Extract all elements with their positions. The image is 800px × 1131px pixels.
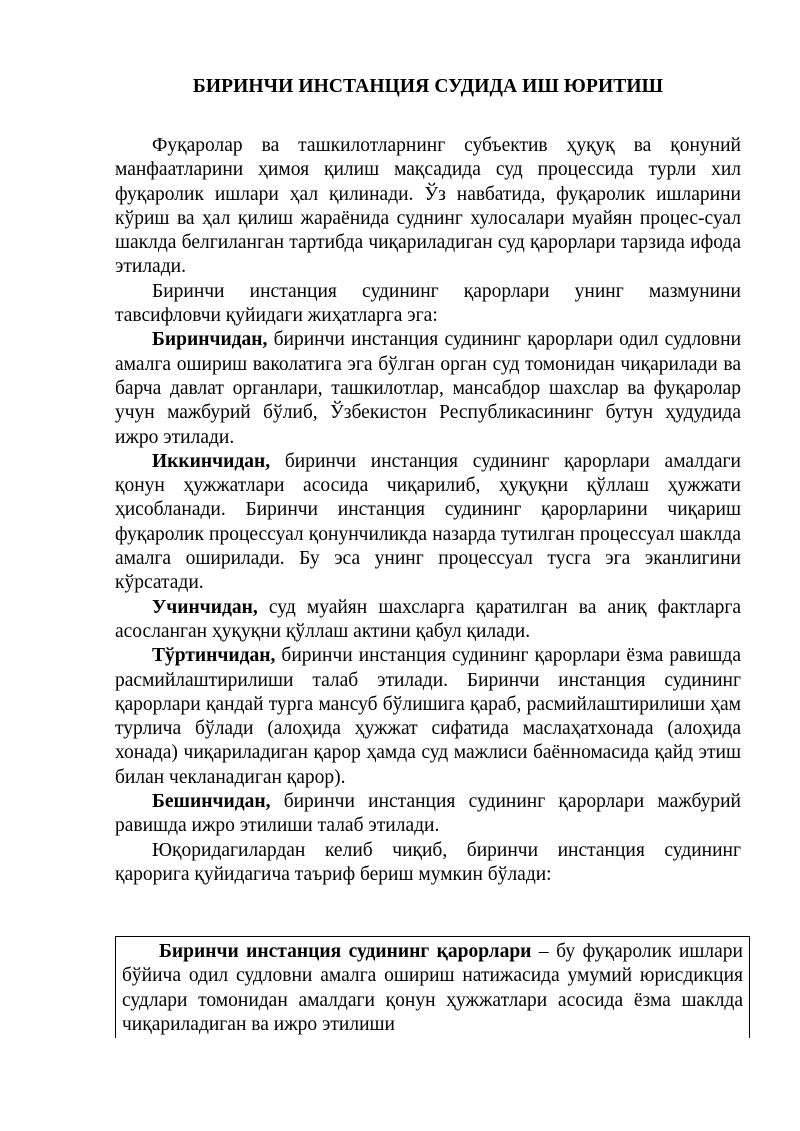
paragraph-lead: Иккинчидан, xyxy=(152,450,271,472)
paragraph-lead: Тўртинчидан, xyxy=(152,645,276,667)
paragraph-conclusion xyxy=(115,839,741,888)
paragraph-text: суд муайян шахсларга қаратилган ва аниқ фактларга асосланган ҳуқуқни қўллаш актини қабул қилади. xyxy=(115,596,741,642)
paragraph-second xyxy=(115,450,741,596)
paragraph-text: Биринчи инстанция судининг қарорлари унинг мазмунини тавсифловчи қуйидаги жиҳатларга эга: xyxy=(115,280,741,327)
paragraph-text: Юқоридагилардан келиб чиқиб, биринчи инстанция судининг қарорига қуйидагича таъриф бериш мумкин бўлади: xyxy=(115,839,741,885)
paragraph-text: биринчи инстанция судининг қарорлари амалдаги қонун ҳужжатлари асосида чиқарилиб, ҳуқуқни қўллаш ҳужжати ҳисобланади. Биринчи инстанция судининг қарорларини чиқариш фуқаролик процессуал қонунчиликда назарда тутилган процессуал шаклда амалга оширилади. Бу эса унинг процессуал тусга эга эканлигини кўрсатади. xyxy=(115,450,741,594)
document-body xyxy=(115,134,741,887)
paragraph-text: биринчи инстанция судининг қарорлари мажбурий равишда ижро этилиши талаб этилади. xyxy=(115,791,741,837)
paragraph-fourth xyxy=(115,644,741,790)
paragraph-text: Фуқаролар ва ташкилотларнинг субъектив ҳуқуқ ва қонуний манфаатларини ҳимоя қилиш мақсадида суд процессида турли хил фуқаролик ишлари ҳал қилинади. Ўз навбатида, фуқаролик ишларини кўриш ва ҳал қилиш жараёнида суднинг хулосалари муайян процес-суал шаклда белгиланган тартибда чиқариладиган суд қарорлари тарзида ифода этилади. xyxy=(115,135,741,278)
paragraph-text: биринчи инстанция судининг қарорлари ёзма равишда расмийлаштирилиши талаб этилади. Биринчи инстанция судининг қарорлари қандай турга мансуб бўлишига қараб, расмийлаштирилиши ҳам турлича бўлади (алоҳида ҳужжат сифатида маслаҳатхонада (алоҳида хонада) чиқариладиган қарор ҳамда суд мажлиси баённомасида қайд этиш билан чекланадиган қарор). xyxy=(115,645,741,788)
paragraph-aspects xyxy=(115,280,741,329)
definition-text: – бу фуқаролик ишлари бўйича одил судловни амалга ошириш натижасида умумий юрисдикция судлари томонидан амалдаги қонун ҳужжатлари асосида ёзма шаклда чиқариладиган ва ижро этилиши xyxy=(122,941,743,1035)
document-title: БИРИНЧИ ИНСТАНЦИЯ СУДИДА ИШ ЮРИТИШ xyxy=(192,76,664,97)
paragraph-third xyxy=(115,596,741,645)
paragraph-lead: Бешинчидан, xyxy=(152,791,271,813)
paragraph-lead: Биринчидан, xyxy=(152,329,268,351)
definition-paragraph xyxy=(122,940,743,1037)
definition-lead: Биринчи инстанция судининг қарорлари xyxy=(159,941,532,962)
paragraph-intro xyxy=(115,134,741,280)
paragraph-first xyxy=(115,328,741,449)
paragraph-text: биринчи инстанция судининг қарорлари одил судловни амалга ошириш ваколатига эга бўлган орган суд томонидан чиқарилади ва барча давлат органлари, ташкилотлар, мансабдор шахслар ва фуқаролар учун мажбурий бўлиб, Ўзбекистон Республикасининг бутун ҳудудида ижро этилади. xyxy=(115,329,741,448)
paragraph-fifth xyxy=(115,790,741,839)
paragraph-lead: Учинчидан, xyxy=(152,596,258,618)
definition-box xyxy=(115,936,750,1038)
